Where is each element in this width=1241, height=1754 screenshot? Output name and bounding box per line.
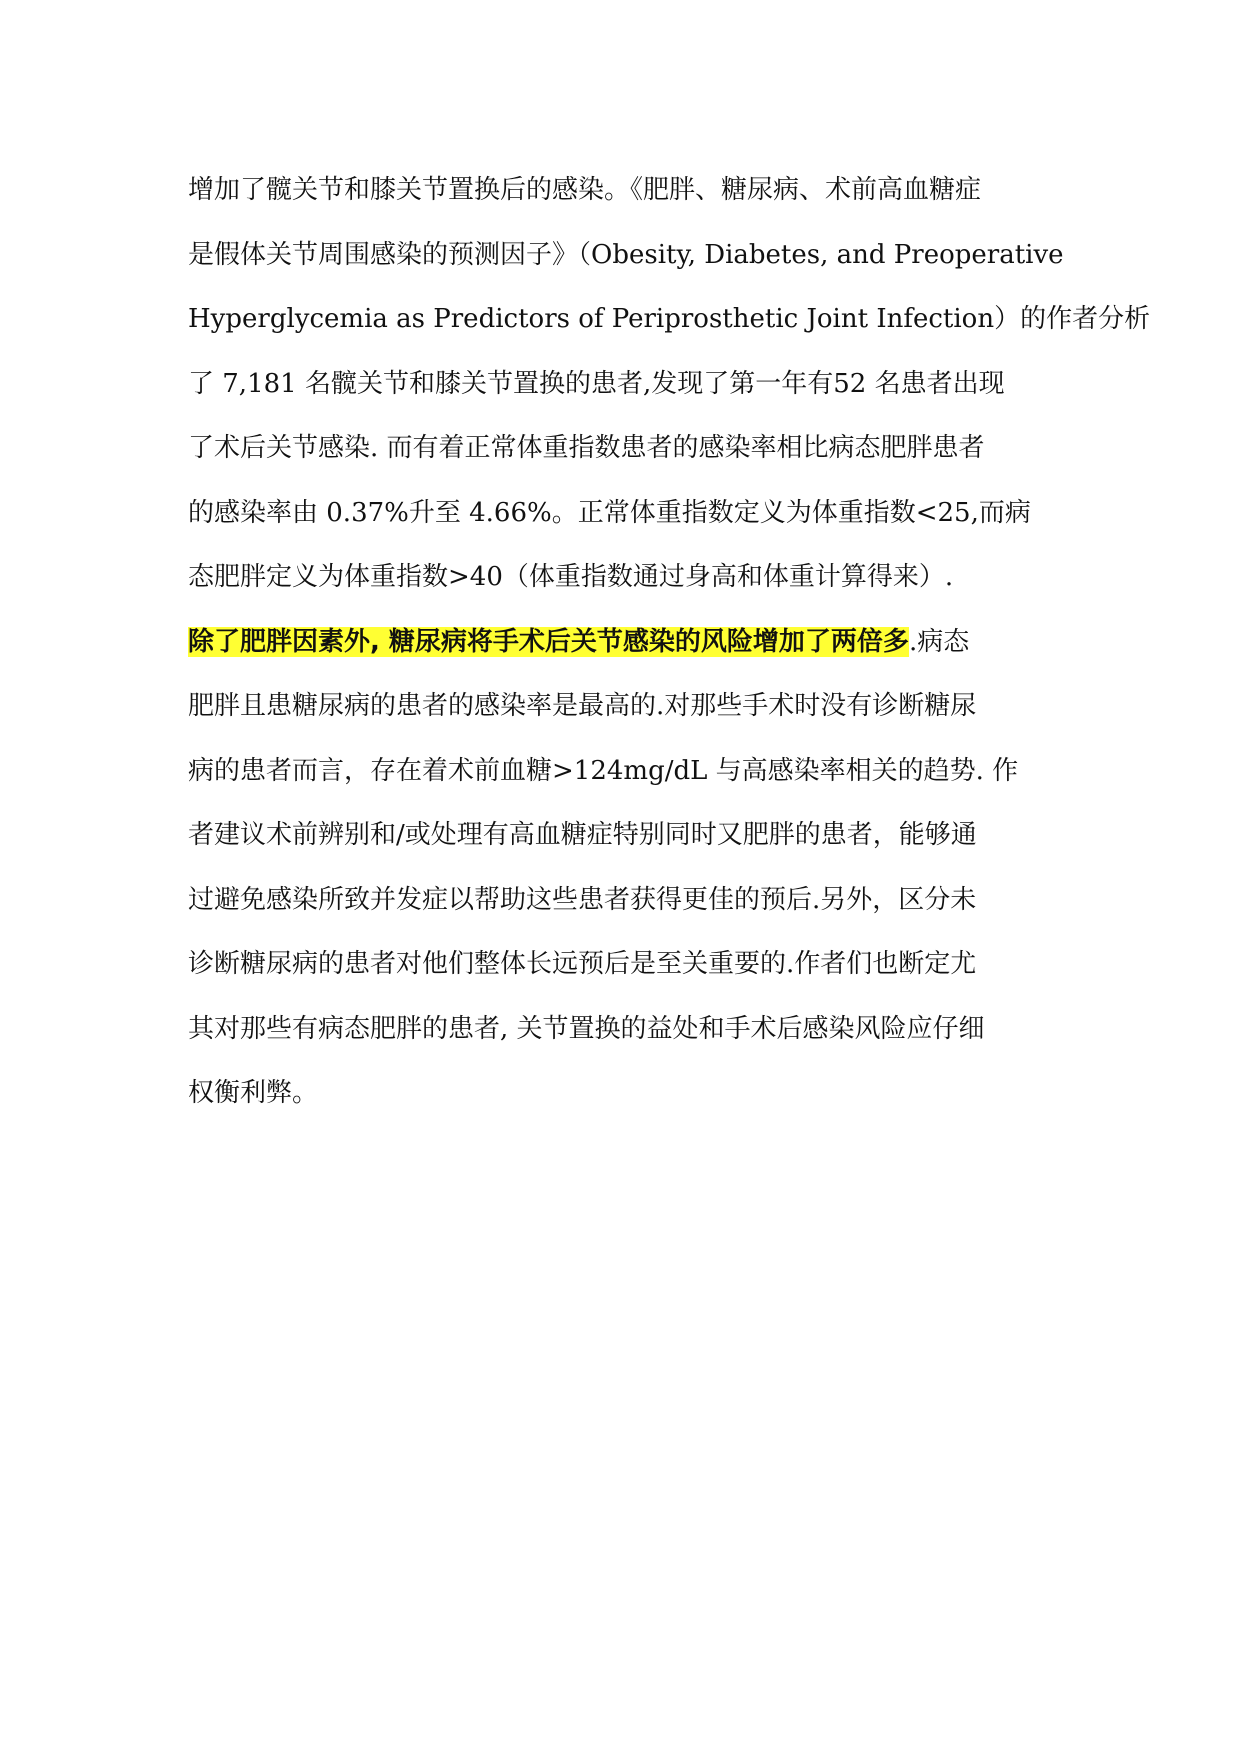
text-line: 的感染率由 0.37%升至 4.66%。正常体重指数定义为体重指数<25,而病 xyxy=(188,497,1031,528)
text-line: 过避免感染所致并发症以帮助这些患者获得更佳的预后.另外，区分未 xyxy=(188,884,977,915)
text-line: 是假体关节周围感染的预测因子》（Obesity, Diabetes, and Preoperative xyxy=(188,239,1064,270)
text-line: 权衡利弊。 xyxy=(188,1078,319,1108)
text-line: 肥胖且患糖尿病的患者的感染率是最高的.对那些手术时没有诊断糖尿 xyxy=(188,691,977,721)
text-line: 其对那些有病态肥胖的患者, 关节置换的益处和手术后感染风险应仔细 xyxy=(188,1013,985,1044)
text-line: 了 7,181 名髋关节和膝关节置换的患者,发现了第一年有52 名患者出现 xyxy=(188,368,1005,399)
body-text xyxy=(188,158,1151,1126)
text-line: 者建议术前辨别和/或处理有高血糖症特别同时又肥胖的患者，能够通 xyxy=(188,820,977,850)
text-line: 诊断糖尿病的患者对他们整体长远预后是至关重要的.作者们也断定尤 xyxy=(188,949,977,979)
highlighted-line xyxy=(188,610,1088,675)
text-line: 增加了髋关节和膝关节置换后的感染。《肥胖、糖尿病、术前高血糖症 xyxy=(188,175,982,205)
text-continuation: .病态 xyxy=(908,626,970,657)
text-line: 病的患者而言，存在着术前血糖>124mg/dL 与高感染率相关的趋势. 作 xyxy=(188,755,1019,786)
text-line: 态肥胖定义为体重指数>40（体重指数通过身高和体重计算得来）. xyxy=(188,562,954,592)
text-line: 了术后关节感染. 而有着正常体重指数患者的感染率相比病态肥胖患者 xyxy=(188,433,985,463)
text-line: Hyperglycemia as Predictors of Periprosthetic Joint Infection）的作者分析 xyxy=(188,304,1151,334)
highlighted-text: 除了肥胖因素外, 糖尿病将手术后关节感染的风险增加了两倍多 xyxy=(188,626,909,657)
